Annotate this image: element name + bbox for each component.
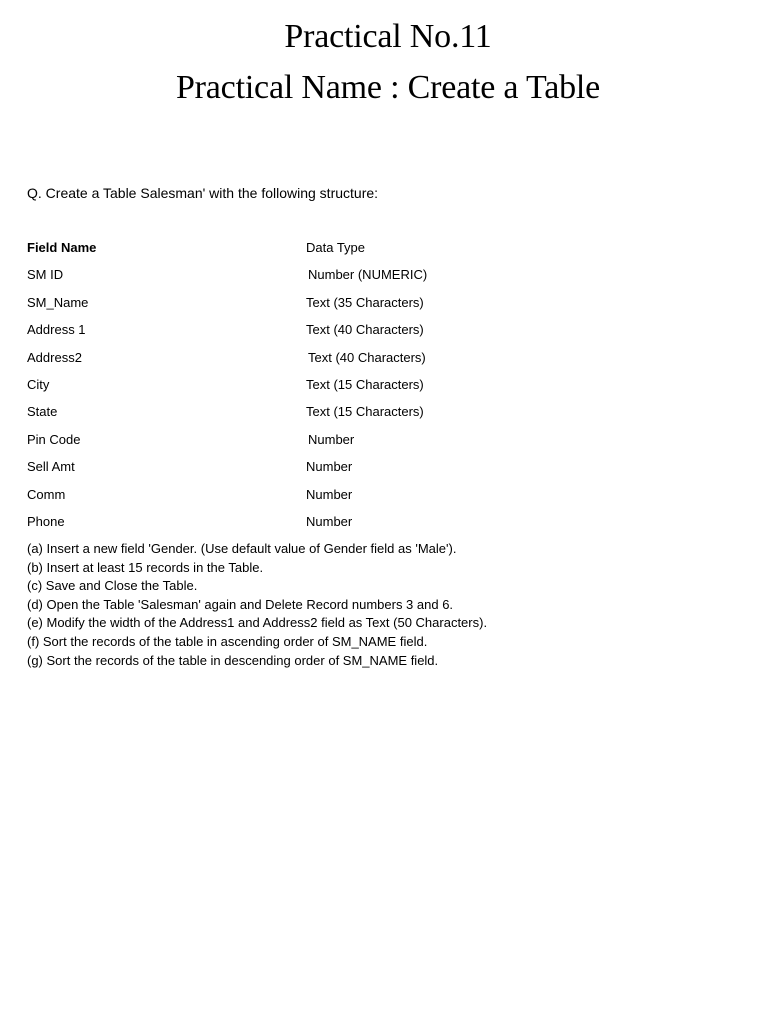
table-row bbox=[27, 486, 547, 513]
table-row bbox=[27, 294, 547, 321]
task-list bbox=[27, 540, 487, 670]
field-name-cell: Phone bbox=[27, 513, 65, 529]
data-type-cell: Number bbox=[306, 459, 353, 475]
header-data-type: Data Type bbox=[306, 240, 366, 255]
data-type-cell: Number (NUMERIC) bbox=[308, 267, 428, 283]
task-item: (e) Modify the width of the Address1 and Address2 field as Text (50 Characters). bbox=[27, 615, 488, 631]
task-item: (a) Insert a new field 'Gender. (Use default value of Gender field as 'Male'). bbox=[27, 541, 457, 556]
field-name-cell: Pin Code bbox=[27, 431, 81, 447]
table-row bbox=[27, 431, 547, 458]
table-row bbox=[27, 376, 547, 403]
field-name-cell: Address2 bbox=[27, 349, 82, 365]
table-row bbox=[27, 403, 547, 430]
table-header-row bbox=[27, 239, 547, 266]
field-name-cell: State bbox=[27, 404, 58, 420]
data-type-cell: Number bbox=[306, 486, 353, 502]
table-structure bbox=[27, 239, 547, 540]
data-type-cell: Number bbox=[306, 513, 353, 529]
question-text: Q. Create a Table Salesman' with the following structure: bbox=[27, 185, 379, 201]
data-type-cell: Text (15 Characters) bbox=[306, 376, 424, 392]
table-row bbox=[27, 458, 547, 485]
table-row bbox=[27, 349, 547, 376]
field-name-cell: Sell Amt bbox=[27, 459, 75, 475]
field-name-cell: SM_Name bbox=[27, 294, 89, 310]
practical-number-title: Practical No.11 bbox=[284, 18, 492, 55]
header-field-name: Field Name bbox=[27, 240, 97, 255]
field-name-cell: Comm bbox=[27, 486, 66, 502]
task-item: (f) Sort the records of the table in ascending order of SM_NAME field. bbox=[27, 633, 428, 649]
data-type-cell: Text (35 Characters) bbox=[306, 294, 424, 310]
task-item: (c) Save and Close the Table. bbox=[27, 578, 198, 594]
table-row bbox=[27, 266, 547, 293]
data-type-cell: Text (40 Characters) bbox=[306, 322, 424, 338]
table-row bbox=[27, 513, 547, 540]
data-type-cell: Text (40 Characters) bbox=[308, 349, 426, 365]
table-row bbox=[27, 321, 547, 348]
field-name-cell: SM ID bbox=[27, 267, 64, 283]
task-item: (b) Insert at least 15 records in the Table. bbox=[27, 559, 264, 575]
data-type-cell: Number bbox=[308, 431, 355, 447]
task-item: (g) Sort the records of the table in descending order of SM_NAME field. bbox=[27, 652, 439, 668]
data-type-cell: Text (15 Characters) bbox=[306, 404, 424, 420]
field-name-cell: Address 1 bbox=[27, 322, 86, 338]
task-item: (d) Open the Table 'Salesman' again and Delete Record numbers 3 and 6. bbox=[27, 596, 454, 612]
practical-name-title: Practical Name : Create a Table bbox=[175, 69, 601, 106]
field-name-cell: City bbox=[27, 376, 50, 392]
